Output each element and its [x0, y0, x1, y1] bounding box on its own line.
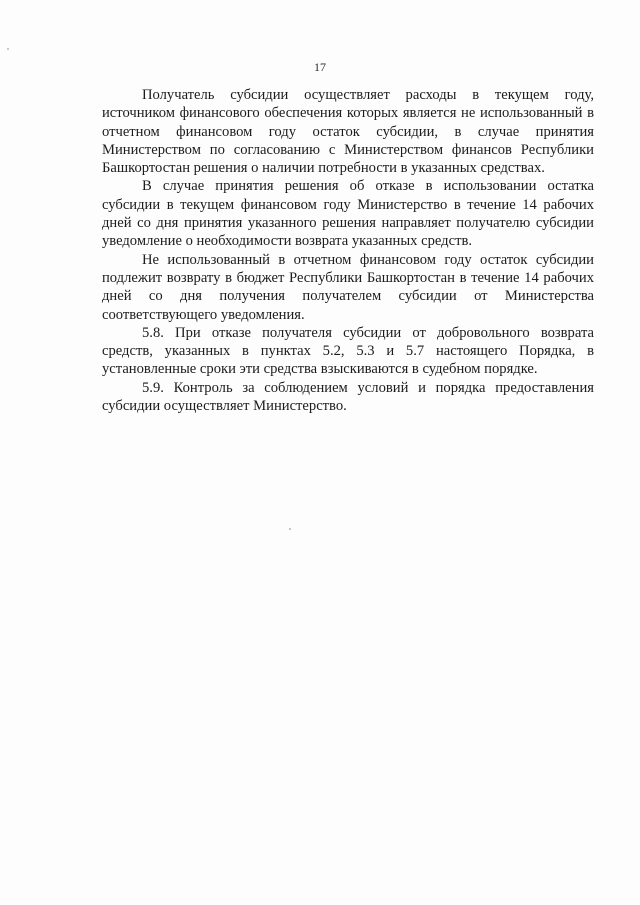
paragraph-refund-obligation: Не использованный в отчетном финансовом году остаток субсидии подлежит возврату в бюджет Республики Башкортостан в течение 14 рабочих дней со дня получения получателем субсидии от Министерства соответствующего уведомления. — [102, 251, 594, 323]
scan-speck — [7, 48, 9, 50]
document-body — [102, 86, 594, 415]
paragraph-refusal-decision: В случае принятия решения об отказе в использовании остатка субсидии в текущем финансовом году Министерство в течение 14 рабочих дней со дня принятия указанного решения направляет получателю субсидии уведомление о необходимости возврата указанных средств. — [102, 178, 594, 250]
paragraph-subsidy-expenses: Получатель субсидии осуществляет расходы в текущем году, источником финансового обеспечения которых является не использованный в отчетном финансовом году остаток субсидии, в случае принятия Министерством по согласованию с Министерством финансов Республики Башкортостан решения о наличии потребности в указанных средствах. — [102, 87, 594, 177]
scan-speck — [289, 528, 291, 530]
page-number: 17 — [314, 60, 326, 74]
paragraph-5-9: 5.9. Контроль за соблюдением условий и порядка предоставления субсидии осуществляет Министерство. — [102, 379, 594, 415]
paragraph-5-8: 5.8. При отказе получателя субсидии от добровольного возврата средств, указанных в пунктах 5.2, 5.3 и 5.7 настоящего Порядка, в установленные сроки эти средства взыскиваются в судебном порядке. — [102, 324, 594, 378]
